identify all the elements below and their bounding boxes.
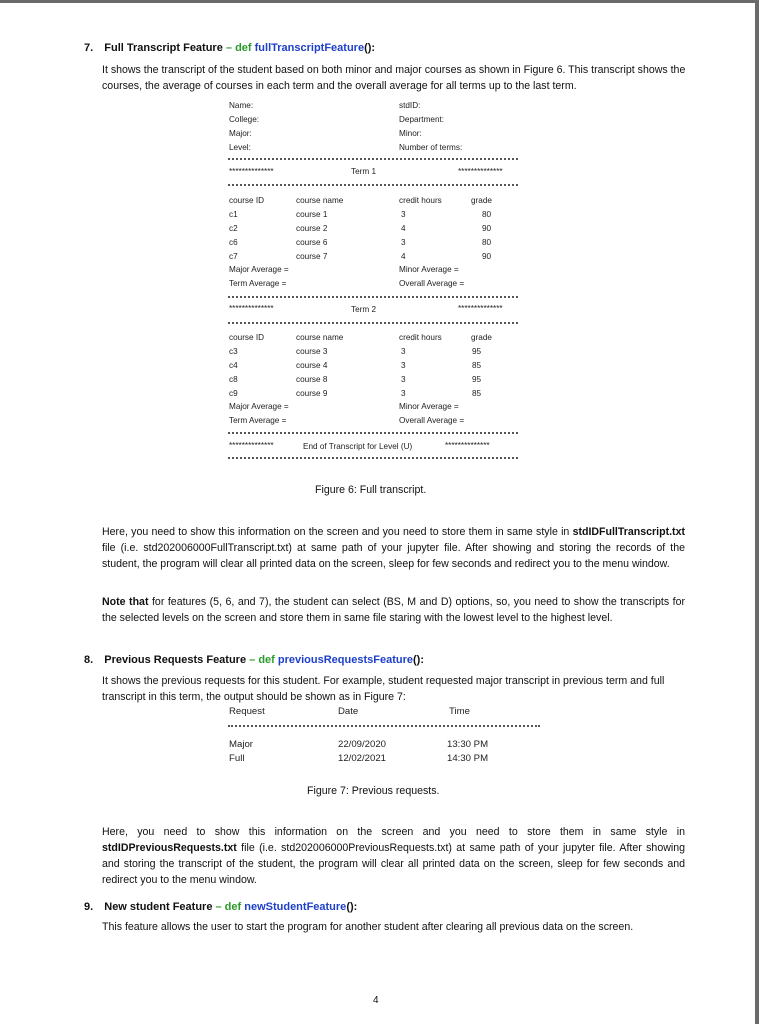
end-of-transcript: End of Transcript for Level (U) [303, 442, 413, 451]
t1-overall-avg: Overall Average = [399, 279, 465, 288]
hdr-stdid: stdID: [399, 101, 421, 110]
t1-major-avg: Major Average = [229, 265, 289, 274]
col-grade: grade [471, 196, 492, 205]
section-8-func: previousRequestsFeature [277, 654, 413, 666]
col-grade: grade [471, 333, 492, 342]
t2-minor-avg: Minor Average = [399, 402, 459, 411]
t1-row-1-name: course 1 [296, 210, 328, 219]
req-row-1-date: 22/09/2020 [338, 739, 387, 750]
t2-row-2-id: c4 [229, 361, 238, 370]
t2-row-4-grade: 85 [472, 389, 482, 398]
separator [228, 322, 518, 324]
t1-row-2-id: c2 [229, 224, 238, 233]
section-7-func: fullTranscriptFeature [254, 42, 365, 54]
stars-right: ************** [458, 304, 503, 313]
t1-minor-avg: Minor Average = [399, 265, 459, 274]
t1-row-1-grade: 80 [482, 210, 492, 219]
hdr-minor: Minor: [399, 129, 422, 138]
col-course-name: course name [296, 333, 344, 342]
col-course-id: course ID [229, 333, 265, 342]
req-row-2-time: 14:30 PM [447, 753, 489, 764]
section-9-title: New student Feature [104, 901, 213, 913]
t2-row-4-credit: 3 [401, 389, 406, 398]
req-row-1-request: Major [229, 739, 253, 750]
col-time: Time [449, 706, 470, 717]
hdr-department: Department: [399, 115, 445, 124]
section-8-heading [84, 654, 424, 666]
section-7-def: – def [225, 42, 255, 54]
section-9-func-suffix: (): [346, 901, 358, 913]
hdr-level: Level: [229, 143, 251, 152]
section-9-func: newStudentFeature [244, 901, 347, 913]
section-8-number: 8. [84, 654, 94, 666]
t2-row-3-id: c8 [229, 375, 238, 384]
stars-right: ************** [458, 167, 503, 176]
section-7-heading [84, 42, 375, 54]
t1-row-3-id: c6 [229, 238, 238, 247]
section-7-intro: It shows the transcript of the student based on both minor and major courses as shown in Figure 6. This transcript shows the courses, the average of courses in each term and the overall average for all terms up to the last term. [102, 64, 686, 92]
section-8-title: Previous Requests Feature [104, 654, 247, 666]
section-8-intro: It shows the previous requests for this student. For example, student requested major transcript in previous term and full transcript in this term, the output should be shown as in Figure 7: [102, 675, 665, 703]
right-border [755, 0, 759, 1024]
separator [228, 725, 540, 727]
section-8-func-suffix: (): [413, 654, 424, 666]
t2-row-3-grade: 95 [472, 375, 482, 384]
separator [228, 457, 518, 459]
top-border [0, 0, 759, 3]
section-9-intro: This feature allows the user to start the program for another student after clearing all previous data on the screen. [102, 921, 634, 933]
stars-left: ************** [229, 304, 274, 313]
t1-row-2-credit: 4 [401, 224, 406, 233]
col-request: Request [229, 706, 265, 717]
t1-row-4-credit: 4 [401, 252, 406, 261]
t2-row-3-credit: 3 [401, 375, 406, 384]
t2-term-avg: Term Average = [229, 416, 287, 425]
t1-row-3-name: course 6 [296, 238, 328, 247]
term-1-label: Term 1 [351, 167, 377, 176]
figure-7-caption: Figure 7: Previous requests. [307, 785, 440, 797]
t1-row-2-grade: 90 [482, 224, 492, 233]
t2-row-1-credit: 3 [401, 347, 406, 356]
section-9-heading [84, 901, 357, 913]
t2-row-3-name: course 8 [296, 375, 328, 384]
section-7-title: Full Transcript Feature [104, 42, 223, 54]
section-7-note: Note that for features (5, 6, and 7), the student can select (BS, M and D) options, so, you need to show the transcripts for the selected levels on the screen and store them in same file staring with the lowest level to the highest level. [102, 596, 685, 624]
t1-row-2-name: course 2 [296, 224, 328, 233]
stars-right: ************** [445, 441, 490, 450]
section-8-def: – def [249, 654, 278, 666]
section-7-func-suffix: (): [364, 42, 376, 54]
col-date: Date [338, 706, 359, 717]
t2-row-1-grade: 95 [472, 347, 482, 356]
hdr-num-terms: Number of terms: [399, 143, 463, 152]
section-9-def: – def [215, 901, 245, 913]
t2-row-1-id: c3 [229, 347, 238, 356]
hdr-college: College: [229, 115, 260, 124]
col-credit-hours: credit hours [399, 196, 442, 205]
term-2-label: Term 2 [351, 305, 377, 314]
separator [228, 184, 518, 186]
section-9-number: 9. [84, 901, 94, 913]
t1-row-3-credit: 3 [401, 238, 406, 247]
section-7-number: 7. [84, 42, 94, 54]
col-course-name: course name [296, 196, 344, 205]
col-credit-hours: credit hours [399, 333, 442, 342]
t1-row-4-id: c7 [229, 252, 238, 261]
t2-overall-avg: Overall Average = [399, 416, 465, 425]
t1-row-3-grade: 80 [482, 238, 492, 247]
section-7-paragraph: Here, you need to show this information on the screen and you need to store them in same style in stdIDFullTranscript.txt file (i.e. std202006000FullTranscript.txt) at same path of your jupyter file. After showing and storing the records of the student, the program will clear all printed data on the screen, sleep for few seconds and redirect you to the menu window. [102, 526, 685, 570]
t1-term-avg: Term Average = [229, 279, 287, 288]
t2-major-avg: Major Average = [229, 402, 289, 411]
t2-row-2-credit: 3 [401, 361, 406, 370]
section-8-paragraph: Here, you need to show this information on the screen and you need to store them in same style in stdIDPreviousRequests.txt file (i.e. std202006000PreviousRequests.txt) at same path of your jupyter file. After showing and storing the transcript of the student, the program will clear all printed data on the screen, sleep for few seconds and redirect you to the menu window. [102, 826, 685, 886]
separator [228, 296, 518, 298]
stars-left: ************** [229, 167, 274, 176]
stars-left: ************** [229, 441, 274, 450]
t2-row-1-name: course 3 [296, 347, 328, 356]
hdr-name: Name: [229, 101, 254, 110]
t2-row-4-id: c9 [229, 389, 238, 398]
hdr-major: Major: [229, 129, 252, 138]
col-course-id: course ID [229, 196, 265, 205]
t1-row-1-id: c1 [229, 210, 238, 219]
req-row-2-date: 12/02/2021 [338, 753, 387, 764]
separator [228, 432, 518, 434]
t1-row-4-name: course 7 [296, 252, 328, 261]
t2-row-2-grade: 85 [472, 361, 482, 370]
t2-row-2-name: course 4 [296, 361, 328, 370]
t1-row-1-credit: 3 [401, 210, 406, 219]
separator [228, 158, 518, 160]
t2-row-4-name: course 9 [296, 389, 328, 398]
figure-6-caption: Figure 6: Full transcript. [315, 484, 427, 496]
req-row-1-time: 13:30 PM [447, 739, 489, 750]
page-number: 4 [373, 995, 379, 1006]
t1-row-4-grade: 90 [482, 252, 492, 261]
req-row-2-request: Full [229, 753, 245, 764]
